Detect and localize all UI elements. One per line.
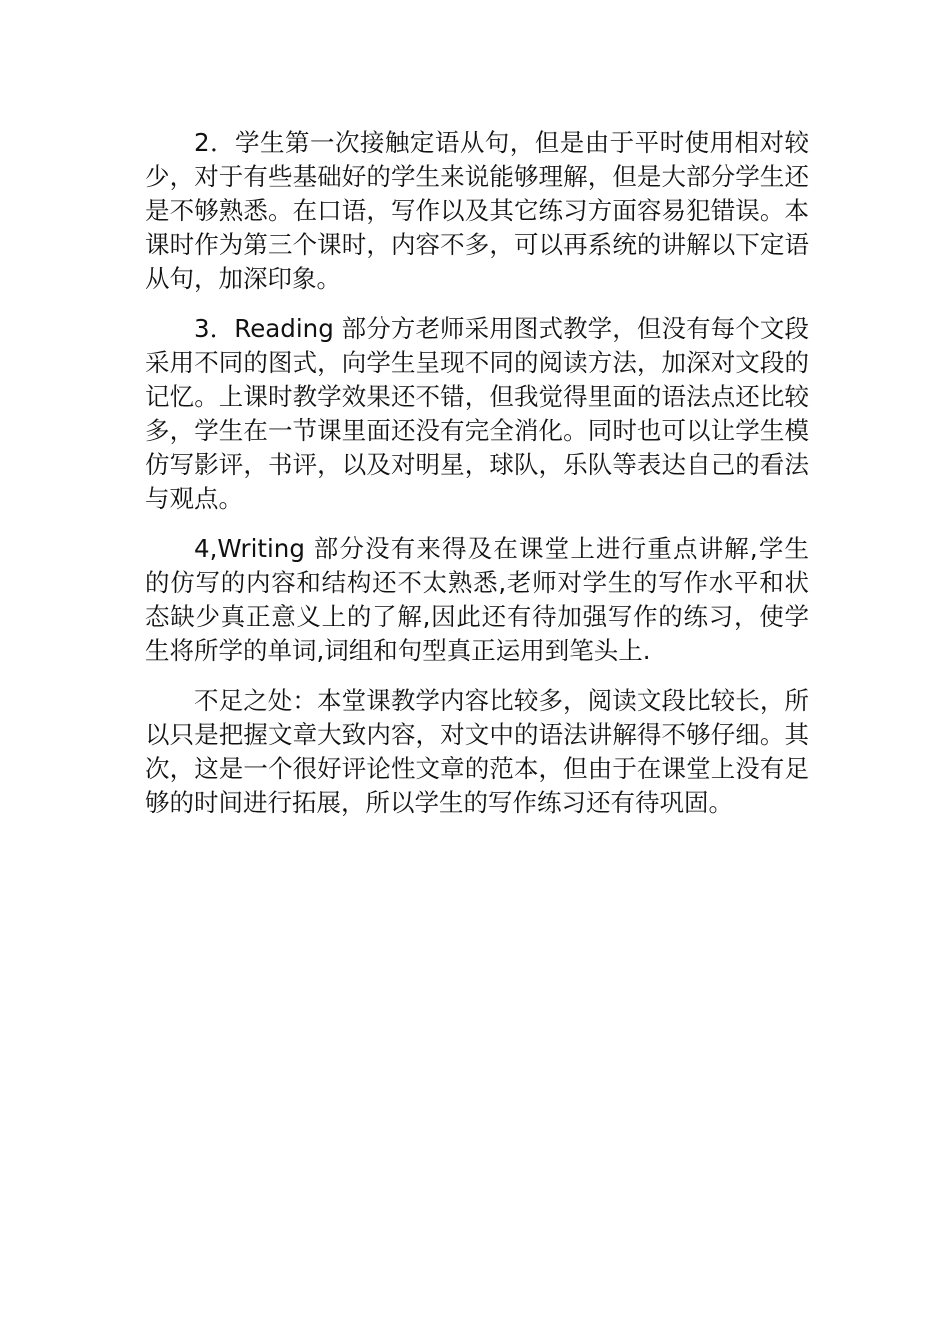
paragraph-4-writing: 4,Writing 部分没有来得及在课堂上进行重点讲解,学生的仿写的内容和结构还不太熟悉,老师对学生的写作水平和状态缺少真正意义上的了解,因此还有待加强写作的练习，使学生将所学的单词,词组和句型真正运用到笔头上. xyxy=(145,534,809,665)
paragraph-shortcomings: 不足之处：本堂课教学内容比较多，阅读文段比较长，所以只是把握文章大致内容，对文中的语法讲解得不够仔细。其次，这是一个很好评论性文章的范本，但由于在课堂上没有足够的时间进行拓展，所以学生的写作练习还有待巩固。 xyxy=(145,686,809,817)
document-page xyxy=(145,126,809,836)
paragraph-2-attributive-clause: 2．学生第一次接触定语从句，但是由于平时使用相对较少，对于有些基础好的学生来说能够理解，但是大部分学生还是不够熟悉。在口语，写作以及其它练习方面容易犯错误。本课时作为第三个课时，内容不多，可以再系统的讲解以下定语从句，加深印象。 xyxy=(145,128,809,293)
paragraph-3-reading: 3．Reading 部分方老师采用图式教学，但没有每个文段采用不同的图式，向学生呈现不同的阅读方法，加深对文段的记忆。上课时教学效果还不错，但我觉得里面的语法点还比较多，学生在一节课里面还没有完全消化。同时也可以让学生模仿写影评，书评，以及对明星，球队，乐队等表达自己的看法与观点。 xyxy=(145,314,809,513)
